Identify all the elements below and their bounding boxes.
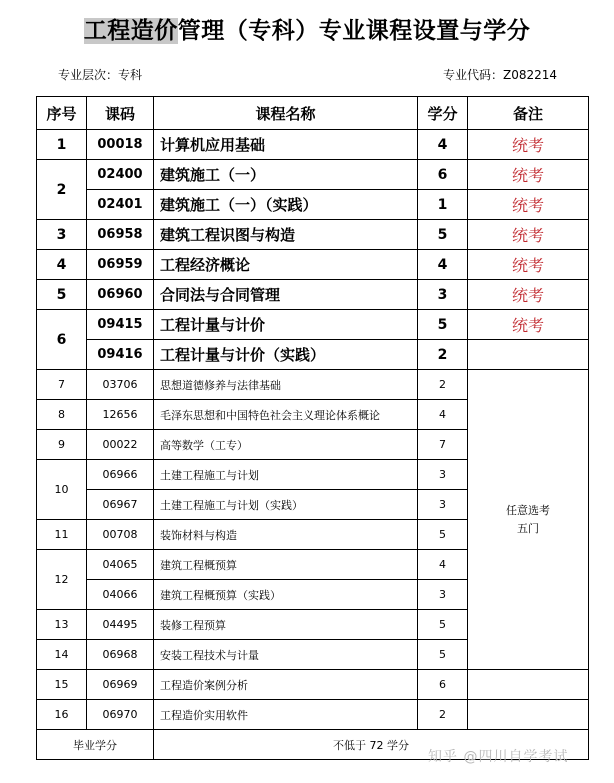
course-credit: 4 [418,250,468,280]
course-name: 高等数学（工专） [154,430,418,460]
course-code: 09415 [87,310,154,340]
course-credit: 3 [418,460,468,490]
table-row [37,340,589,370]
course-credit: 6 [418,670,468,700]
course-credit: 3 [418,490,468,520]
course-code: 06967 [87,490,154,520]
elective-note [468,502,588,538]
course-remark: 统考 [468,130,589,160]
row-no: 6 [37,310,87,370]
course-credit: 5 [418,610,468,640]
course-name: 建筑施工（一） [154,160,418,190]
header-remark: 备注 [468,97,589,130]
course-code: 00018 [87,130,154,160]
row-no: 5 [37,280,87,310]
graduation-value: 不低于 72 学分 [154,730,589,760]
course-name: 计算机应用基础 [154,130,418,160]
watermark: 知乎 @四川自学考试 [428,749,569,765]
course-name: 工程造价实用软件 [154,700,418,730]
header-name: 课程名称 [154,97,418,130]
header-credit: 学分 [418,97,468,130]
course-name: 建筑工程识图与构造 [154,220,418,250]
course-remark [468,340,589,370]
course-credit: 1 [418,190,468,220]
course-code: 02400 [87,160,154,190]
course-code: 03706 [87,370,154,400]
course-code: 02401 [87,190,154,220]
table-row [37,220,589,250]
table-row [37,700,589,730]
course-credit: 3 [418,580,468,610]
title-highlight: 工程造价 [83,18,178,44]
table-row [37,250,589,280]
row-no: 16 [37,700,87,730]
row-no: 1 [37,130,87,160]
course-remark: 统考 [468,190,589,220]
course-code: 04495 [87,610,154,640]
course-credit: 2 [418,370,468,400]
course-code: 06970 [87,700,154,730]
course-remark: 统考 [468,280,589,310]
course-name: 工程经济概论 [154,250,418,280]
course-name: 建筑施工（一）（实践） [154,190,418,220]
row-no: 8 [37,400,87,430]
course-credit: 3 [418,280,468,310]
course-credit: 2 [418,340,468,370]
course-name: 工程造价案例分析 [154,670,418,700]
course-code: 06959 [87,250,154,280]
course-credit: 5 [418,640,468,670]
course-code: 06969 [87,670,154,700]
course-credit: 2 [418,700,468,730]
empty-remark [468,670,589,700]
course-remark: 统考 [468,250,589,280]
course-code: 06966 [87,460,154,490]
course-credit: 5 [418,220,468,250]
row-no: 13 [37,610,87,640]
course-name: 思想道德修养与法律基础 [154,370,418,400]
row-no: 2 [37,160,87,220]
course-name: 装饰材料与构造 [154,520,418,550]
course-table [36,96,589,760]
table-row [37,310,589,340]
course-remark: 统考 [468,160,589,190]
row-no: 4 [37,250,87,280]
table-row [37,160,589,190]
course-credit: 4 [418,130,468,160]
course-remark: 统考 [468,220,589,250]
table-header-row [37,97,589,130]
course-code: 06958 [87,220,154,250]
course-credit: 7 [418,430,468,460]
header-code: 课码 [87,97,154,130]
course-credit: 4 [418,400,468,430]
major-code: 专业代码：Z082214 [443,68,558,82]
course-name: 建筑工程概预算（实践） [154,580,418,610]
row-no: 9 [37,430,87,460]
course-name: 安装工程技术与计量 [154,640,418,670]
course-code: 12656 [87,400,154,430]
table-row [37,370,589,400]
page-title [0,12,614,45]
elective-note-line2: 五门 [517,521,539,535]
course-remark: 统考 [468,310,589,340]
course-name: 建筑工程概预算 [154,550,418,580]
row-no: 3 [37,220,87,250]
elective-note-line1: 任意选考 [506,503,550,517]
course-name: 土建工程施工与计划 [154,460,418,490]
course-code: 09416 [87,340,154,370]
major-level: 专业层次：专科 [58,68,143,82]
row-no: 14 [37,640,87,670]
row-no: 10 [37,460,87,520]
course-code: 00708 [87,520,154,550]
course-code: 06968 [87,640,154,670]
graduation-label: 毕业学分 [37,730,154,760]
table-row [37,190,589,220]
course-code: 04065 [87,550,154,580]
course-name: 装修工程预算 [154,610,418,640]
course-name: 合同法与合同管理 [154,280,418,310]
course-name: 土建工程施工与计划（实践） [154,490,418,520]
course-name: 工程计量与计价（实践） [154,340,418,370]
course-code: 04066 [87,580,154,610]
row-no: 11 [37,520,87,550]
row-no: 15 [37,670,87,700]
table-row [37,280,589,310]
title-rest: 管理（专科）专业课程设置与学分 [177,18,531,44]
course-name: 工程计量与计价 [154,310,418,340]
course-code: 00022 [87,430,154,460]
course-code: 06960 [87,280,154,310]
row-no: 7 [37,370,87,400]
elective-remark-cell [468,370,589,670]
course-credit: 6 [418,160,468,190]
table-row [37,130,589,160]
empty-remark [468,700,589,730]
course-credit: 5 [418,310,468,340]
course-name: 毛泽东思想和中国特色社会主义理论体系概论 [154,400,418,430]
header-no: 序号 [37,97,87,130]
course-credit: 4 [418,550,468,580]
row-no: 12 [37,550,87,610]
course-credit: 5 [418,520,468,550]
table-row [37,670,589,700]
